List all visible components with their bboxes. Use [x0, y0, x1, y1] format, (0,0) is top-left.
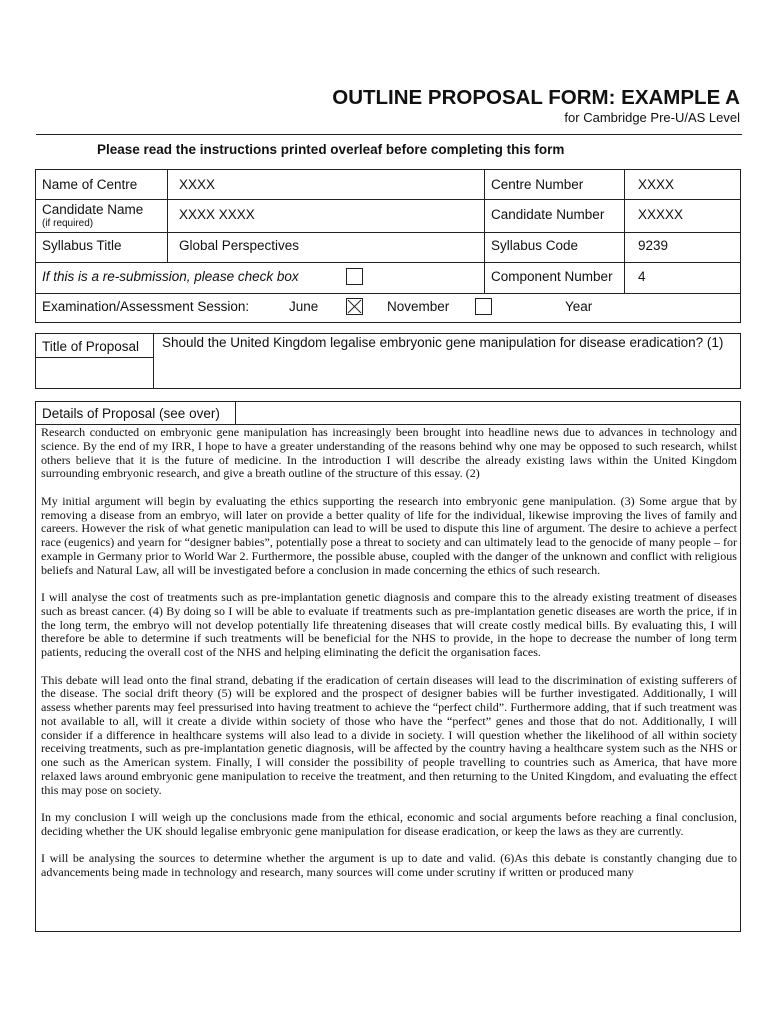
header-divider	[36, 134, 742, 135]
november-checkbox[interactable]	[475, 298, 492, 315]
component-number-field[interactable]: 4	[638, 269, 646, 284]
details-paragraph: My initial argument will begin by evaluating the ethics supporting the research into embryonic gene manipulation. (3) Some argue that by removing a disease from an embryo, will later on provide a better quality of life for the individual, likewise improving the lives of family and careers. However the risk of what genetic manipulation can lead to will be used to dispute this line of argument. The desire to achieve a perfect race (eugenics) and yearn for “designer babies”, potentially pose a threat to society and can ultimately lead to the genocide of many people – for example in Germany prior to World War 2. Furthermore, the possible abuse, coupled with the danger of the unknown and conflict with religious beliefs and Natural Law, all will be investigated before a conclusion in made concerning the ethics of such research.	[41, 493, 737, 577]
column-divider	[153, 334, 154, 388]
candidate-name-field[interactable]: XXXX XXXX	[179, 207, 255, 222]
row-divider	[36, 232, 740, 233]
cross-mark-icon	[347, 299, 362, 314]
proposal-title-label: Title of Proposal	[42, 339, 140, 354]
syllabus-code-label: Syllabus Code	[491, 238, 579, 253]
row-divider	[36, 293, 740, 294]
row-divider	[36, 262, 740, 263]
column-divider	[484, 170, 485, 293]
year-label: Year	[565, 299, 593, 314]
candidate-name-label: Candidate Name	[42, 202, 144, 217]
column-divider	[624, 170, 625, 293]
instructions-text: Please read the instructions printed overleaf before completing this form	[97, 142, 565, 157]
syllabus-title-field[interactable]: Global Perspectives	[179, 238, 300, 253]
details-paragraph: I will analyse the cost of treatments such as pre-implantation genetic diagnosis and compare this to the already existing treatment of diseases such as breast cancer. (4) By doing so I will be able to evaluate if treatments such as pre-implantation genetic diseases are worth the price, if in the long term, the embryo will not develop potentially life threatening diseases that will create costly medical bills. By evaluating this, I will therefore be able to determine if such treatments will be beneficial for the NHS to provide, in the hope to decrease the number of long term patients, reducing the overall cost of the NHS and helping eliminating the deficit the organisation faces.	[41, 590, 737, 659]
details-paragraph: This debate will lead onto the final strand, debating if the eradication of certain diseases will lead to the discrimination of existing sufferers of the disease. The social drift theory (5) will be explored and the prospect of designer babies will be further investigated. Additionally, I will assess whether parents may feel pressurised into having treatment to achieve the “perfect child”. Furthermore adding, that if such treatment was not available to all, will it create a divide within society of those who have the “perfect” genes and those that do not. Additionally, I will consider if a difference in healthcare systems will also lead to a divide in society. I will question whether the likelihood of all within society receiving treatments, such as pre-implantation genetic diagnosis, will be affected by the country having a healthcare system such as the NHS or one such as the American system. Finally, I will consider the possibility of people travelling to countries such as America, that have more relaxed laws around embryonic gene manipulation to receive the treatment, and then returning to the United Kingdom, and evaluating the effect this may pose on society.	[41, 672, 737, 797]
june-label: June	[289, 299, 319, 314]
component-number-label: Component Number	[491, 269, 613, 284]
details-paragraph: In my conclusion I will weigh up the conclusions made from the ethical, economic and social arguments before reaching a final conclusion, deciding whether the UK should legalise embryonic gene manipulation for disease eradication, or keep the laws as they are currently.	[41, 810, 737, 838]
form-title: OUTLINE PROPOSAL FORM: EXAMPLE A	[332, 86, 740, 109]
details-label: Details of Proposal (see over)	[42, 406, 220, 421]
syllabus-code-field[interactable]: 9239	[638, 238, 669, 253]
proposal-title-table	[35, 333, 741, 389]
row-divider	[36, 199, 740, 200]
column-divider	[235, 402, 236, 424]
details-paragraph: I will be analysing the sources to determine whether the argument is up to date and valid. (6)As this debate is constantly changing due to advancements being made in technology and research, many sources will come under scrutiny if written or produced many	[41, 851, 737, 879]
centre-number-field[interactable]: XXXX	[638, 177, 675, 192]
candidate-details-table	[35, 169, 741, 323]
proposal-title-field[interactable]: Should the United Kingdom legalise embryonic gene manipulation for disease eradication? (1)	[162, 335, 724, 350]
centre-name-label: Name of Centre	[42, 177, 138, 192]
november-label: November	[387, 299, 450, 314]
candidate-name-note: (if required)	[42, 218, 94, 229]
syllabus-title-label: Syllabus Title	[42, 238, 122, 253]
resubmission-checkbox[interactable]	[346, 268, 363, 285]
centre-number-label: Centre Number	[491, 177, 584, 192]
candidate-number-label: Candidate Number	[491, 207, 605, 222]
details-paragraph: Research conducted on embryonic gene manipulation has increasingly been brought into headline news due to advances in technology and science. By the end of my IRR, I hope to have a greater understanding of the reasons behind why one may be opposed to such research, whilst others believe that it is the future of medicine. In the introduction I will describe the already existing laws within the United Kingdom surrounding embryonic research, and give a breath outline of the structure of this essay. (2)	[41, 425, 737, 481]
centre-name-field[interactable]: XXXX	[179, 177, 216, 192]
column-divider	[167, 170, 168, 262]
form-subtitle: for Cambridge Pre-U/AS Level	[564, 110, 740, 125]
june-checkbox[interactable]	[346, 298, 363, 315]
resubmission-label: If this is a re-submission, please check box	[42, 269, 299, 284]
row-divider	[36, 357, 153, 358]
details-text-area[interactable]	[41, 426, 737, 894]
session-label: Examination/Assessment Session:	[42, 299, 250, 314]
candidate-number-field[interactable]: XXXXX	[638, 207, 684, 222]
proposal-details-box	[35, 401, 741, 932]
